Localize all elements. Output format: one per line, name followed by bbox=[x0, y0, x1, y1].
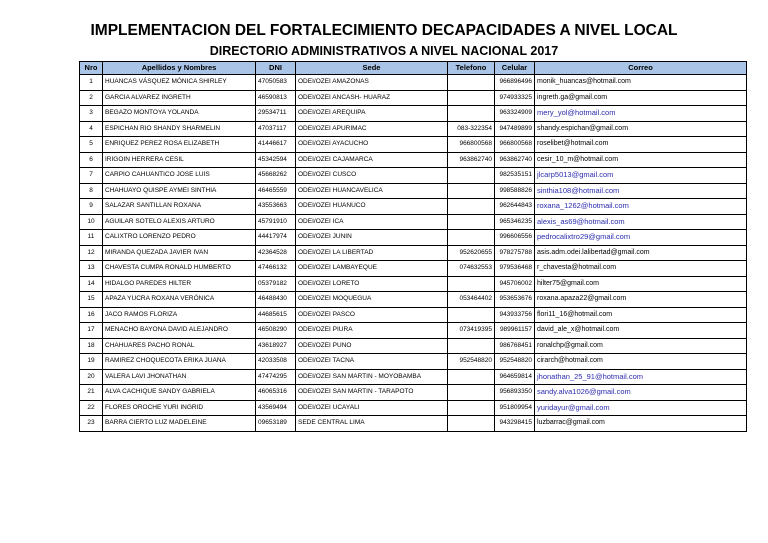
cell-dni: 41446617 bbox=[256, 137, 296, 153]
cell-sede: ODEI/OZEI JUNIN bbox=[296, 230, 448, 246]
cell-nombre: GARCIA ALVAREZ INGRETH bbox=[103, 90, 256, 106]
cell-sede: ODEI/OZEI TACNA bbox=[296, 354, 448, 370]
cell-nombre: JACO RAMOS FLORIZA bbox=[103, 307, 256, 323]
cell-sede: ODEI/OZEI MOQUEGUA bbox=[296, 292, 448, 308]
cell-correo: flori11_16@hotmail.com bbox=[535, 307, 747, 323]
cell-nombre: CHAHUARES PACHO RONAL bbox=[103, 338, 256, 354]
cell-nombre: CHAVESTA CUMPA RONALD HUMBERTO bbox=[103, 261, 256, 277]
cell-telefono bbox=[448, 199, 495, 215]
cell-correo: hilter75@gmail.com bbox=[535, 276, 747, 292]
directory-table bbox=[79, 61, 747, 432]
table-row bbox=[80, 199, 747, 215]
cell-celular: 989961157 bbox=[495, 323, 535, 339]
cell-nombre: CALIXTRO LORENZO PEDRO bbox=[103, 230, 256, 246]
cell-correo: monik_huancas@hotmail.com bbox=[535, 75, 747, 91]
cell-sede: ODEI/OZEI AREQUIPA bbox=[296, 106, 448, 122]
table-row bbox=[80, 137, 747, 153]
cell-telefono: 952620655 bbox=[448, 245, 495, 261]
table-row bbox=[80, 369, 747, 385]
cell-sede: ODEI/OZEI APURIMAC bbox=[296, 121, 448, 137]
cell-dni: 44417974 bbox=[256, 230, 296, 246]
cell-correo[interactable]: jlcarp5013@gmail.com bbox=[535, 168, 747, 184]
cell-nombre: ENRIQUEZ PEREZ ROSA ELIZABETH bbox=[103, 137, 256, 153]
header-dni: DNI bbox=[256, 62, 296, 75]
cell-nro: 13 bbox=[80, 261, 103, 277]
cell-telefono: 963862740 bbox=[448, 152, 495, 168]
cell-celular: 943298415 bbox=[495, 416, 535, 432]
table-row bbox=[80, 416, 747, 432]
table-row bbox=[80, 183, 747, 199]
cell-telefono: 966800568 bbox=[448, 137, 495, 153]
cell-telefono: 074632553 bbox=[448, 261, 495, 277]
cell-dni: 43618927 bbox=[256, 338, 296, 354]
cell-celular: 953653676 bbox=[495, 292, 535, 308]
cell-sede: ODEI/OZEI LAMBAYEQUE bbox=[296, 261, 448, 277]
cell-nro: 3 bbox=[80, 106, 103, 122]
table-row bbox=[80, 323, 747, 339]
cell-nombre: MENACHO BAYONA DAVID ALEJANDRO bbox=[103, 323, 256, 339]
cell-nombre: FLORES OROCHE YURI INGRID bbox=[103, 400, 256, 416]
cell-nro: 16 bbox=[80, 307, 103, 323]
cell-celular: 962644843 bbox=[495, 199, 535, 215]
cell-nombre: APAZA YUCRA ROXANA VERÓNICA bbox=[103, 292, 256, 308]
cell-telefono bbox=[448, 214, 495, 230]
cell-correo: shandy.espichan@gmail.com bbox=[535, 121, 747, 137]
table-row bbox=[80, 307, 747, 323]
cell-nro: 9 bbox=[80, 199, 103, 215]
header-nombre: Apellidos y Nombres bbox=[103, 62, 256, 75]
cell-nro: 6 bbox=[80, 152, 103, 168]
table-row bbox=[80, 168, 747, 184]
cell-celular: 951809954 bbox=[495, 400, 535, 416]
cell-telefono: 073419395 bbox=[448, 323, 495, 339]
cell-celular: 986768451 bbox=[495, 338, 535, 354]
header-celular: Celular bbox=[495, 62, 535, 75]
cell-nro: 15 bbox=[80, 292, 103, 308]
table-row bbox=[80, 385, 747, 401]
cell-telefono: 083-322354 bbox=[448, 121, 495, 137]
cell-nombre: VALERA LAVI JHONATHAN bbox=[103, 369, 256, 385]
cell-telefono bbox=[448, 400, 495, 416]
cell-dni: 47037117 bbox=[256, 121, 296, 137]
cell-celular: 996606556 bbox=[495, 230, 535, 246]
cell-nro: 22 bbox=[80, 400, 103, 416]
cell-sede: ODEI/OZEI AYACUCHO bbox=[296, 137, 448, 153]
cell-sede: ODEI/OZEI UCAYALI bbox=[296, 400, 448, 416]
cell-nombre: HIDALGO PAREDES HILTER bbox=[103, 276, 256, 292]
cell-correo[interactable]: alexis_as69@hotmail.com bbox=[535, 214, 747, 230]
cell-dni: 46590813 bbox=[256, 90, 296, 106]
cell-correo: ronalchp@gmail.com bbox=[535, 338, 747, 354]
cell-telefono bbox=[448, 106, 495, 122]
header-nro: Nro bbox=[80, 62, 103, 75]
cell-telefono bbox=[448, 338, 495, 354]
cell-correo: roxana.apaza22@gmail.com bbox=[535, 292, 747, 308]
cell-dni: 47474295 bbox=[256, 369, 296, 385]
cell-celular: 979536468 bbox=[495, 261, 535, 277]
cell-correo: roselibet@hotmail.com bbox=[535, 137, 747, 153]
cell-nombre: RAMIREZ CHOQUECOTA ERIKA JUANA bbox=[103, 354, 256, 370]
table-row bbox=[80, 354, 747, 370]
cell-dni: 47050583 bbox=[256, 75, 296, 91]
cell-telefono bbox=[448, 168, 495, 184]
cell-sede: SEDE CENTRAL LIMA bbox=[296, 416, 448, 432]
cell-nombre: HUANCAS VÁSQUEZ MÓNICA SHIRLEY bbox=[103, 75, 256, 91]
cell-nro: 14 bbox=[80, 276, 103, 292]
cell-celular: 998588826 bbox=[495, 183, 535, 199]
cell-nombre: SALAZAR SANTILLAN ROXANA bbox=[103, 199, 256, 215]
cell-correo[interactable]: pedrocalixtro29@gmail.com bbox=[535, 230, 747, 246]
cell-dni: 46065316 bbox=[256, 385, 296, 401]
cell-celular: 945706002 bbox=[495, 276, 535, 292]
cell-nro: 23 bbox=[80, 416, 103, 432]
cell-celular: 947489899 bbox=[495, 121, 535, 137]
cell-celular: 966800568 bbox=[495, 137, 535, 153]
cell-nro: 17 bbox=[80, 323, 103, 339]
cell-celular: 952548820 bbox=[495, 354, 535, 370]
cell-sede: ODEI/OZEI SAN MARTIN - MOYOBAMBA bbox=[296, 369, 448, 385]
cell-correo: ingreth.ga@gmail.com bbox=[535, 90, 747, 106]
table-body bbox=[80, 75, 747, 432]
cell-dni: 47466132 bbox=[256, 261, 296, 277]
cell-nombre: BEGAZO MONTOYA YOLANDA bbox=[103, 106, 256, 122]
cell-sede: ODEI/OZEI LA LIBERTAD bbox=[296, 245, 448, 261]
cell-celular: 963324909 bbox=[495, 106, 535, 122]
cell-dni: 29534711 bbox=[256, 106, 296, 122]
cell-nombre: IRIGOIN HERRERA CESIL bbox=[103, 152, 256, 168]
cell-correo[interactable]: sinthia108@hotmail.com bbox=[535, 183, 747, 199]
cell-correo[interactable]: sandy.alva1026@gmail.com bbox=[535, 385, 747, 401]
cell-correo[interactable]: jhonathan_25_91@hotmail.com bbox=[535, 369, 747, 385]
cell-correo[interactable]: roxana_1262@hotmail.com bbox=[535, 199, 747, 215]
cell-sede: ODEI/OZEI PIURA bbox=[296, 323, 448, 339]
table-row bbox=[80, 152, 747, 168]
table-row bbox=[80, 400, 747, 416]
cell-dni: 42364528 bbox=[256, 245, 296, 261]
cell-nro: 18 bbox=[80, 338, 103, 354]
cell-celular: 982535151 bbox=[495, 168, 535, 184]
header-sede: Sede bbox=[296, 62, 448, 75]
cell-telefono bbox=[448, 369, 495, 385]
cell-dni: 44685615 bbox=[256, 307, 296, 323]
cell-sede: ODEI/OZEI HUANCAVELICA bbox=[296, 183, 448, 199]
cell-celular: 965346235 bbox=[495, 214, 535, 230]
cell-nro: 7 bbox=[80, 168, 103, 184]
cell-telefono bbox=[448, 416, 495, 432]
cell-telefono bbox=[448, 183, 495, 199]
cell-correo: cesir_10_m@hotmail.com bbox=[535, 152, 747, 168]
cell-nro: 10 bbox=[80, 214, 103, 230]
cell-nro: 11 bbox=[80, 230, 103, 246]
cell-celular: 966896496 bbox=[495, 75, 535, 91]
cell-dni: 42033508 bbox=[256, 354, 296, 370]
cell-sede: ODEI/OZEI HUANUCO bbox=[296, 199, 448, 215]
cell-celular: 974933325 bbox=[495, 90, 535, 106]
cell-nro: 12 bbox=[80, 245, 103, 261]
cell-correo: r_chavesta@hotmail.com bbox=[535, 261, 747, 277]
cell-dni: 46508290 bbox=[256, 323, 296, 339]
cell-telefono: 952548820 bbox=[448, 354, 495, 370]
cell-dni: 09653189 bbox=[256, 416, 296, 432]
cell-nro: 19 bbox=[80, 354, 103, 370]
table-row bbox=[80, 261, 747, 277]
cell-telefono bbox=[448, 75, 495, 91]
cell-telefono: 053464402 bbox=[448, 292, 495, 308]
cell-nombre: AGUILAR SOTELO ALEXIS ARTURO bbox=[103, 214, 256, 230]
cell-dni: 45791910 bbox=[256, 214, 296, 230]
cell-telefono bbox=[448, 276, 495, 292]
cell-correo: david_ale_x@hotmail.com bbox=[535, 323, 747, 339]
cell-dni: 45342594 bbox=[256, 152, 296, 168]
cell-nro: 8 bbox=[80, 183, 103, 199]
cell-celular: 978275788 bbox=[495, 245, 535, 261]
cell-correo: luzbarrac@gmail.com bbox=[535, 416, 747, 432]
table-row bbox=[80, 214, 747, 230]
cell-nombre: BARRA CIERTO LUZ MADELEINE bbox=[103, 416, 256, 432]
header-row bbox=[80, 62, 747, 75]
cell-nombre: ESPICHAN RIO SHANDY SHARMELIN bbox=[103, 121, 256, 137]
table-row bbox=[80, 245, 747, 261]
cell-correo: asis.adm.odei.lalibertad@gmail.com bbox=[535, 245, 747, 261]
cell-sede: ODEI/OZEI CUSCO bbox=[296, 168, 448, 184]
cell-celular: 943933756 bbox=[495, 307, 535, 323]
cell-sede: ODEI/OZEI SAN MARTIN - TARAPOTO bbox=[296, 385, 448, 401]
cell-nombre: CARPIO CAHUANTICO JOSE LUIS bbox=[103, 168, 256, 184]
cell-sede: ODEI/OZEI AMAZONAS bbox=[296, 75, 448, 91]
cell-nro: 4 bbox=[80, 121, 103, 137]
header-telefono: Telefono bbox=[448, 62, 495, 75]
cell-celular: 963862740 bbox=[495, 152, 535, 168]
cell-nro: 1 bbox=[80, 75, 103, 91]
table-row bbox=[80, 121, 747, 137]
table-row bbox=[80, 75, 747, 91]
table-row bbox=[80, 90, 747, 106]
cell-correo[interactable]: yuridayur@gmail.com bbox=[535, 400, 747, 416]
cell-telefono bbox=[448, 90, 495, 106]
cell-nombre: MIRANDA QUEZADA JAVIER IVAN bbox=[103, 245, 256, 261]
cell-sede: ODEI/OZEI ANCASH- HUARAZ bbox=[296, 90, 448, 106]
cell-nro: 5 bbox=[80, 137, 103, 153]
cell-celular: 964659814 bbox=[495, 369, 535, 385]
cell-sede: ODEI/OZEI LORETO bbox=[296, 276, 448, 292]
cell-dni: 46465559 bbox=[256, 183, 296, 199]
cell-correo: cirarch@hotmail.com bbox=[535, 354, 747, 370]
table-row bbox=[80, 338, 747, 354]
cell-telefono bbox=[448, 230, 495, 246]
cell-dni: 43553663 bbox=[256, 199, 296, 215]
cell-sede: ODEI/OZEI PASCO bbox=[296, 307, 448, 323]
cell-nro: 2 bbox=[80, 90, 103, 106]
cell-nro: 20 bbox=[80, 369, 103, 385]
cell-correo[interactable]: mery_yol@hotmail.com bbox=[535, 106, 747, 122]
cell-sede: ODEI/OZEI PUNO bbox=[296, 338, 448, 354]
table-row bbox=[80, 230, 747, 246]
cell-dni: 43569494 bbox=[256, 400, 296, 416]
cell-dni: 05379182 bbox=[256, 276, 296, 292]
cell-telefono bbox=[448, 385, 495, 401]
cell-sede: ODEI/OZEI CAJAMARCA bbox=[296, 152, 448, 168]
table-row bbox=[80, 276, 747, 292]
cell-telefono bbox=[448, 307, 495, 323]
table-row bbox=[80, 106, 747, 122]
cell-nombre: CHAHUAYO QUISPE AYMEI SINTHIA bbox=[103, 183, 256, 199]
cell-dni: 45668262 bbox=[256, 168, 296, 184]
cell-sede: ODEI/OZEI ICA bbox=[296, 214, 448, 230]
cell-nro: 21 bbox=[80, 385, 103, 401]
table-row bbox=[80, 292, 747, 308]
cell-nombre: ALVA CACHIQUE SANDY GABRIELA bbox=[103, 385, 256, 401]
cell-dni: 46488430 bbox=[256, 292, 296, 308]
document-subtitle: DIRECTORIO ADMINISTRATIVOS A NIVEL NACIONAL 2017 bbox=[209, 44, 559, 58]
cell-celular: 956893350 bbox=[495, 385, 535, 401]
document-title: IMPLEMENTACION DEL FORTALECIMIENTO DECAPACIDADES A NIVEL LOCAL bbox=[90, 22, 678, 39]
header-correo: Correo bbox=[535, 62, 747, 75]
